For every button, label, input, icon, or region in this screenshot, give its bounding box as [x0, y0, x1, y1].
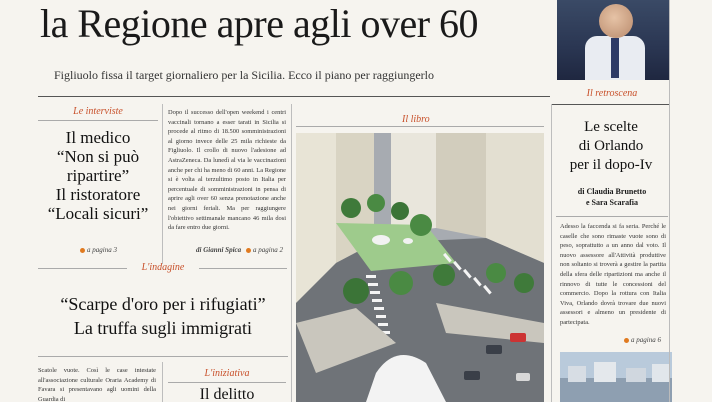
iniziativa-kicker: L'iniziativa [204, 368, 250, 379]
indagine-body: Scatole vuote. Così le case intestate all'associazione culturale Oraria Academy di Favara si presentavano agli uomini della Guardia di [38, 367, 156, 402]
interviste-title-line: “Locali sicuri” [47, 204, 149, 223]
interviste-title-line: Il ristoratore [55, 185, 141, 204]
interviste-title-line: “Non si può [56, 147, 140, 166]
interviste-pageref[interactable]: a pagina 3 [80, 246, 117, 254]
right-column-rule [551, 104, 669, 105]
iniziativa-rule [168, 382, 286, 383]
retroscena-kicker: Il retroscena [586, 88, 638, 99]
indagine-kicker: L'indagine [141, 262, 185, 273]
main-headline: la Regione apre agli over 60 [40, 1, 479, 46]
main-subhead: Figliuolo fissa il target giornaliero per la Sicilia. Ecco il piano per raggiungerlo [54, 68, 435, 82]
top-rule [38, 96, 550, 97]
right-edge-rule [669, 0, 670, 402]
interviste-kicker: Le interviste [73, 106, 123, 117]
interviste-kicker-rule [38, 120, 158, 121]
retroscena-byline [556, 186, 668, 208]
article-body: Dopo il successo dell'open weekend i centri vaccinali tornano a esser tarati in Sicilia si procede al ritmo di 18.500 somministrazioni al giorno invece delle 25 mila richieste da Figliuolo. Il crollo di nuovo l'adesione ad AstraZeneca. Da lunedì al via le vaccinazioni anche per chi ha meno di 60 anni. La Regione si è volta al terzultimo posto in Italia per percentuale di somministrazioni in pensa di aprire agli over 60 senza prenotazione anche nei giorni feriali. Ma per raggiungere l'obiettivo settimanale mancano 46 mila dosi da fare entro due giorni. [168, 109, 286, 232]
iniziativa-title: Il delitto [199, 386, 255, 402]
retroscena-pageref[interactable]: a pagina 6 [624, 336, 661, 344]
bullet-icon [246, 248, 251, 253]
urban-render-image [296, 133, 544, 402]
column-divider-2 [291, 104, 292, 402]
retroscena-title [554, 118, 668, 175]
retroscena-byline-line: di Claudia Brunetto [577, 187, 647, 196]
libro-kicker: Il libro [402, 114, 430, 125]
column-divider-4 [162, 362, 163, 402]
retroscena-body: Adesso la faccenda si fa seria. Perché le caselle che sono rimaste vuote sono di peso, soprattutto a un anno dal voto. Il nuovo assessore all'Attività produttive non soltanto si troverà a gestire la partita della sfera delle ripartizioni ma anche il rinnovo di tutte le concessioni del commercio. Dopo la rottura con Italia Viva, Orlando dovrà trovare due nuovi assessori e almeno un presidente di partecipata. [560, 223, 666, 326]
retroscena-rule [556, 216, 668, 217]
interviste-title-line: Il medico [65, 128, 131, 147]
city-photo [560, 352, 672, 402]
bullet-icon [80, 248, 85, 253]
column-divider-1 [162, 104, 163, 264]
retroscena-byline-line: e Sara Scarafia [586, 198, 638, 207]
article-byline: di Gianni Spica [196, 246, 242, 254]
interviste-title-line: ripartire” [66, 166, 130, 185]
retroscena-title-line: di Orlando [578, 138, 644, 154]
portrait-photo [557, 0, 669, 80]
indagine-rule-right [199, 268, 287, 269]
indagine-rule-left [38, 268, 127, 269]
column-divider-3 [551, 104, 552, 402]
indagine-divider [38, 356, 288, 357]
indagine-title [36, 292, 290, 340]
indagine-title-line: “Scarpe d'oro per i rifugiati” [60, 294, 266, 314]
bullet-icon [624, 338, 629, 343]
interviste-title [38, 128, 158, 223]
city-photo-svg [560, 352, 672, 402]
urban-render-svg [296, 133, 544, 402]
article-pageref[interactable]: a pagina 2 [246, 246, 283, 254]
libro-kicker-rule [296, 126, 544, 127]
retroscena-title-line: Le scelte [584, 119, 638, 135]
indagine-title-line: La truffa sugli immigrati [73, 318, 253, 338]
retroscena-title-line: per il dopo-Iv [569, 157, 653, 173]
